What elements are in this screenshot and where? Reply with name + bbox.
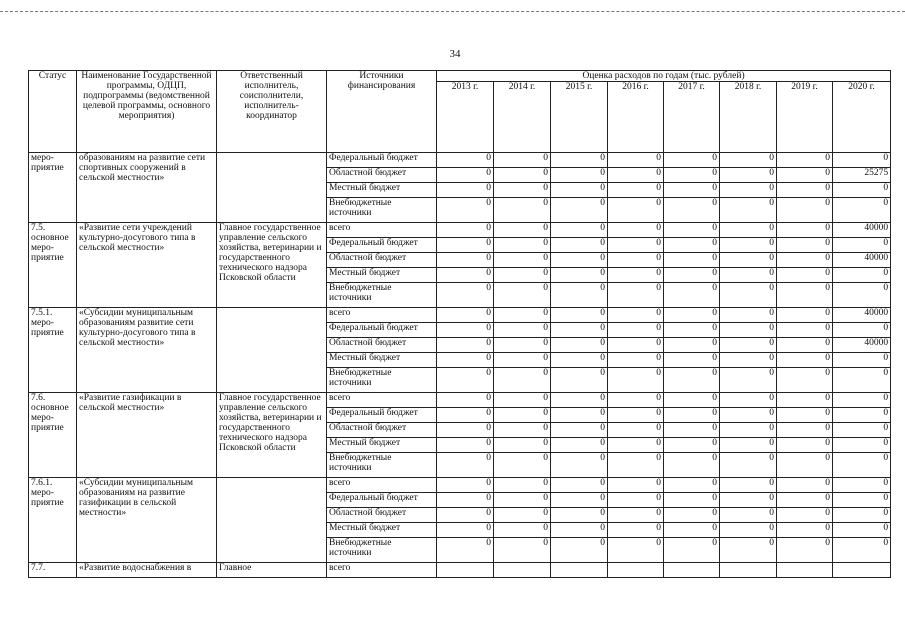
cell-value: 0 <box>437 523 494 538</box>
cell-value: 0 <box>551 323 608 338</box>
row-status: 7.7. <box>29 563 77 578</box>
table-row <box>29 223 891 238</box>
row-responsible: Главное государственное управление сельского хозяйства, ветеринарии и государственного технического надзора Псковской области <box>217 223 327 308</box>
cell-value: 0 <box>494 523 551 538</box>
cell-value: 0 <box>437 393 494 408</box>
cell-value: 0 <box>777 523 833 538</box>
cell-value: 0 <box>608 478 664 493</box>
cell-value: 0 <box>664 283 720 308</box>
cell-value: 0 <box>664 153 720 168</box>
funding-source: Областной бюджет <box>327 338 437 353</box>
header-year: 2018 г. <box>720 82 777 153</box>
cell-value: 0 <box>777 368 833 393</box>
cell-value: 0 <box>608 353 664 368</box>
cell-value: 0 <box>608 493 664 508</box>
cell-value <box>437 563 494 578</box>
row-status: 7.5. основное меро- приятие <box>29 223 77 308</box>
cell-value: 0 <box>833 323 891 338</box>
cell-value: 0 <box>777 198 833 223</box>
cell-value <box>494 563 551 578</box>
cell-value: 0 <box>664 308 720 323</box>
cell-value: 0 <box>494 393 551 408</box>
cell-value <box>777 563 833 578</box>
cell-value: 0 <box>833 478 891 493</box>
cell-value: 0 <box>551 408 608 423</box>
row-name: «Развитие газификации в сельской местности» <box>77 393 217 478</box>
cell-value: 0 <box>608 323 664 338</box>
cell-value: 0 <box>494 368 551 393</box>
cell-value: 40000 <box>833 338 891 353</box>
cell-value: 0 <box>664 453 720 478</box>
row-responsible: Главное <box>217 563 327 578</box>
cell-value: 0 <box>664 268 720 283</box>
cell-value: 0 <box>551 223 608 238</box>
cell-value: 0 <box>551 183 608 198</box>
cell-value: 0 <box>664 523 720 538</box>
funding-source: всего <box>327 223 437 238</box>
cell-value <box>720 563 777 578</box>
cell-value: 0 <box>833 423 891 438</box>
cell-value: 0 <box>833 523 891 538</box>
cell-value: 0 <box>608 508 664 523</box>
cell-value: 0 <box>551 268 608 283</box>
cell-value: 0 <box>777 268 833 283</box>
cell-value: 0 <box>664 408 720 423</box>
cell-value: 0 <box>494 268 551 283</box>
cell-value: 0 <box>608 253 664 268</box>
cell-value: 40000 <box>833 308 891 323</box>
cell-value: 0 <box>720 438 777 453</box>
cell-value: 0 <box>833 183 891 198</box>
cell-value: 25275 <box>833 168 891 183</box>
cell-value: 0 <box>551 253 608 268</box>
cell-value: 0 <box>833 493 891 508</box>
funding-source: Областной бюджет <box>327 423 437 438</box>
cell-value: 0 <box>551 393 608 408</box>
cell-value: 0 <box>494 253 551 268</box>
header-year: 2020 г. <box>833 82 891 153</box>
cell-value: 0 <box>664 393 720 408</box>
cell-value: 0 <box>551 478 608 493</box>
header-estimate: Оценка расходов по годам (тыс. рублей) <box>437 71 891 82</box>
cell-value: 0 <box>720 323 777 338</box>
funding-source: Местный бюджет <box>327 353 437 368</box>
funding-source: Внебюджетные источники <box>327 368 437 393</box>
header-year: 2016 г. <box>608 82 664 153</box>
budget-table <box>28 70 891 578</box>
cell-value: 0 <box>494 438 551 453</box>
cell-value: 0 <box>664 538 720 563</box>
cell-value: 0 <box>608 538 664 563</box>
funding-source: Местный бюджет <box>327 523 437 538</box>
cell-value: 0 <box>720 183 777 198</box>
cell-value: 0 <box>833 408 891 423</box>
header-status: Статус <box>29 71 77 153</box>
cell-value: 0 <box>833 438 891 453</box>
cell-value: 0 <box>437 283 494 308</box>
table-row <box>29 478 891 493</box>
cell-value: 0 <box>833 453 891 478</box>
cell-value: 0 <box>720 353 777 368</box>
cell-value: 0 <box>551 423 608 438</box>
row-status: меро- приятие <box>29 153 77 223</box>
header-year: 2014 г. <box>494 82 551 153</box>
cell-value: 0 <box>833 153 891 168</box>
cell-value: 0 <box>664 223 720 238</box>
funding-source: Федеральный бюджет <box>327 153 437 168</box>
cell-value: 0 <box>777 283 833 308</box>
cell-value <box>833 563 891 578</box>
cell-value: 0 <box>777 353 833 368</box>
cell-value: 0 <box>833 368 891 393</box>
cell-value: 0 <box>777 338 833 353</box>
funding-source: всего <box>327 393 437 408</box>
cell-value: 0 <box>437 538 494 563</box>
cell-value: 0 <box>494 423 551 438</box>
cell-value: 0 <box>777 493 833 508</box>
row-name: «Развитие сети учреждений культурно-досугового типа в сельской местности» <box>77 223 217 308</box>
cell-value: 0 <box>608 238 664 253</box>
header-year: 2013 г. <box>437 82 494 153</box>
cell-value: 0 <box>833 238 891 253</box>
page-number: 34 <box>449 48 461 60</box>
cell-value: 0 <box>664 323 720 338</box>
cell-value: 0 <box>608 368 664 393</box>
cell-value: 0 <box>437 438 494 453</box>
cell-value: 0 <box>833 393 891 408</box>
cell-value: 0 <box>664 168 720 183</box>
cell-value: 0 <box>664 438 720 453</box>
cell-value: 0 <box>720 453 777 478</box>
table-row <box>29 308 891 323</box>
cell-value: 0 <box>777 478 833 493</box>
cell-value: 0 <box>608 523 664 538</box>
cell-value: 0 <box>608 183 664 198</box>
cell-value: 0 <box>551 308 608 323</box>
cell-value: 0 <box>437 338 494 353</box>
cell-value: 0 <box>551 493 608 508</box>
cell-value: 0 <box>437 153 494 168</box>
cell-value: 0 <box>608 438 664 453</box>
funding-source: всего <box>327 308 437 323</box>
cell-value: 0 <box>720 268 777 283</box>
cell-value: 0 <box>777 183 833 198</box>
header-year: 2017 г. <box>664 82 720 153</box>
header-year: 2019 г. <box>777 82 833 153</box>
cell-value: 0 <box>664 493 720 508</box>
row-responsible <box>217 308 327 393</box>
cell-value: 0 <box>777 168 833 183</box>
cell-value: 0 <box>494 408 551 423</box>
cell-value: 0 <box>833 283 891 308</box>
cell-value: 0 <box>720 283 777 308</box>
cell-value: 0 <box>608 308 664 323</box>
cell-value: 0 <box>720 308 777 323</box>
cell-value: 0 <box>551 368 608 393</box>
cell-value: 0 <box>664 253 720 268</box>
cell-value: 0 <box>720 168 777 183</box>
cell-value: 0 <box>720 368 777 393</box>
cell-value: 0 <box>437 478 494 493</box>
cell-value: 0 <box>494 323 551 338</box>
cell-value: 0 <box>437 198 494 223</box>
funding-source: Федеральный бюджет <box>327 493 437 508</box>
cell-value: 0 <box>437 183 494 198</box>
cell-value: 0 <box>551 153 608 168</box>
cell-value: 0 <box>720 238 777 253</box>
cell-value: 0 <box>437 308 494 323</box>
funding-source: Местный бюджет <box>327 183 437 198</box>
cell-value: 0 <box>664 368 720 393</box>
cell-value: 0 <box>833 198 891 223</box>
row-name: «Развитие водоснабжения в <box>77 563 217 578</box>
row-responsible <box>217 478 327 563</box>
cell-value: 0 <box>720 408 777 423</box>
cell-value: 0 <box>777 438 833 453</box>
cell-value: 0 <box>664 338 720 353</box>
cell-value: 0 <box>437 353 494 368</box>
funding-source: Областной бюджет <box>327 168 437 183</box>
cell-value: 0 <box>664 353 720 368</box>
funding-source: Внебюджетные источники <box>327 198 437 223</box>
cell-value: 0 <box>494 493 551 508</box>
cell-value: 0 <box>833 538 891 563</box>
cell-value: 0 <box>437 408 494 423</box>
cell-value: 0 <box>494 508 551 523</box>
cell-value: 0 <box>608 283 664 308</box>
table-row <box>29 393 891 408</box>
cell-value: 0 <box>551 168 608 183</box>
funding-source: Местный бюджет <box>327 268 437 283</box>
cell-value: 0 <box>777 538 833 563</box>
header-sources: Источники финансирования <box>327 71 437 153</box>
cell-value: 0 <box>720 223 777 238</box>
cell-value: 0 <box>833 353 891 368</box>
cell-value: 0 <box>833 268 891 283</box>
cell-value: 0 <box>608 223 664 238</box>
cell-value: 0 <box>551 508 608 523</box>
funding-source: всего <box>327 563 437 578</box>
funding-source: Внебюджетные источники <box>327 453 437 478</box>
cell-value: 0 <box>720 393 777 408</box>
cell-value: 40000 <box>833 223 891 238</box>
cell-value: 0 <box>437 268 494 283</box>
funding-source: Внебюджетные источники <box>327 538 437 563</box>
top-scan-edge <box>0 11 905 12</box>
row-name: «Субсидии муниципальным образованиям развитие сети культурно-досугового типа в сельской местности» <box>77 308 217 393</box>
cell-value: 0 <box>494 283 551 308</box>
row-responsible <box>217 153 327 223</box>
cell-value: 0 <box>777 153 833 168</box>
cell-value: 0 <box>494 453 551 478</box>
cell-value: 0 <box>494 183 551 198</box>
cell-value: 0 <box>720 523 777 538</box>
cell-value: 0 <box>551 283 608 308</box>
cell-value: 0 <box>664 423 720 438</box>
cell-value: 0 <box>494 238 551 253</box>
cell-value: 0 <box>720 478 777 493</box>
cell-value: 0 <box>720 423 777 438</box>
cell-value: 0 <box>437 423 494 438</box>
cell-value: 0 <box>664 183 720 198</box>
cell-value: 0 <box>720 493 777 508</box>
cell-value: 0 <box>608 168 664 183</box>
header-year: 2015 г. <box>551 82 608 153</box>
funding-source: Областной бюджет <box>327 508 437 523</box>
funding-source: Федеральный бюджет <box>327 323 437 338</box>
header-responsible: Ответственный исполнитель, соисполнители, исполнитель- координатор <box>217 71 327 153</box>
cell-value: 0 <box>720 338 777 353</box>
cell-value: 0 <box>777 253 833 268</box>
cell-value: 0 <box>437 168 494 183</box>
cell-value: 0 <box>494 538 551 563</box>
cell-value: 0 <box>551 353 608 368</box>
cell-value: 0 <box>664 238 720 253</box>
row-responsible: Главное государственное управление сельского хозяйства, ветеринарии и государственного технического надзора Псковской области <box>217 393 327 478</box>
funding-source: Областной бюджет <box>327 253 437 268</box>
cell-value: 0 <box>777 308 833 323</box>
cell-value: 0 <box>608 268 664 283</box>
header-name: Наименование Государственной программы, ОДЦП, подпрограммы (ведомственной целевой программы, основного мероприятия) <box>77 71 217 153</box>
cell-value: 40000 <box>833 253 891 268</box>
cell-value: 0 <box>777 508 833 523</box>
cell-value: 0 <box>720 508 777 523</box>
cell-value: 0 <box>664 508 720 523</box>
row-status: 7.6. основное меро- приятие <box>29 393 77 478</box>
cell-value: 0 <box>437 253 494 268</box>
cell-value: 0 <box>494 338 551 353</box>
cell-value: 0 <box>551 198 608 223</box>
cell-value: 0 <box>437 453 494 478</box>
cell-value: 0 <box>608 408 664 423</box>
table-row <box>29 153 891 168</box>
cell-value: 0 <box>777 423 833 438</box>
cell-value: 0 <box>494 223 551 238</box>
cell-value: 0 <box>437 238 494 253</box>
funding-source: Федеральный бюджет <box>327 408 437 423</box>
cell-value: 0 <box>494 478 551 493</box>
cell-value: 0 <box>494 308 551 323</box>
funding-source: всего <box>327 478 437 493</box>
row-name: образованиям на развитие сети спортивных сооружений в сельской местности» <box>77 153 217 223</box>
cell-value: 0 <box>437 508 494 523</box>
cell-value: 0 <box>437 223 494 238</box>
cell-value: 0 <box>720 198 777 223</box>
cell-value: 0 <box>777 408 833 423</box>
cell-value: 0 <box>608 393 664 408</box>
cell-value: 0 <box>608 453 664 478</box>
row-status: 7.5.1. меро- приятие <box>29 308 77 393</box>
cell-value: 0 <box>720 153 777 168</box>
cell-value: 0 <box>551 453 608 478</box>
table-row <box>29 563 891 578</box>
cell-value: 0 <box>777 238 833 253</box>
row-name: «Субсидии муниципальным образованиям на развитие газификации в сельской местности» <box>77 478 217 563</box>
cell-value: 0 <box>494 353 551 368</box>
cell-value: 0 <box>664 198 720 223</box>
funding-source: Федеральный бюджет <box>327 238 437 253</box>
cell-value: 0 <box>777 323 833 338</box>
cell-value: 0 <box>777 223 833 238</box>
row-status: 7.6.1. меро- приятие <box>29 478 77 563</box>
cell-value: 0 <box>551 338 608 353</box>
cell-value: 0 <box>437 493 494 508</box>
cell-value: 0 <box>551 438 608 453</box>
cell-value <box>551 563 608 578</box>
cell-value: 0 <box>551 538 608 563</box>
cell-value: 0 <box>608 153 664 168</box>
cell-value <box>664 563 720 578</box>
cell-value <box>608 563 664 578</box>
cell-value: 0 <box>551 523 608 538</box>
cell-value: 0 <box>720 538 777 563</box>
cell-value: 0 <box>494 153 551 168</box>
cell-value: 0 <box>777 453 833 478</box>
cell-value: 0 <box>437 323 494 338</box>
cell-value: 0 <box>664 478 720 493</box>
cell-value: 0 <box>720 253 777 268</box>
cell-value: 0 <box>608 198 664 223</box>
cell-value: 0 <box>833 508 891 523</box>
cell-value: 0 <box>608 423 664 438</box>
funding-source: Внебюджетные источники <box>327 283 437 308</box>
cell-value: 0 <box>437 368 494 393</box>
cell-value: 0 <box>551 238 608 253</box>
funding-source: Местный бюджет <box>327 438 437 453</box>
cell-value: 0 <box>777 393 833 408</box>
cell-value: 0 <box>494 198 551 223</box>
cell-value: 0 <box>608 338 664 353</box>
cell-value: 0 <box>494 168 551 183</box>
